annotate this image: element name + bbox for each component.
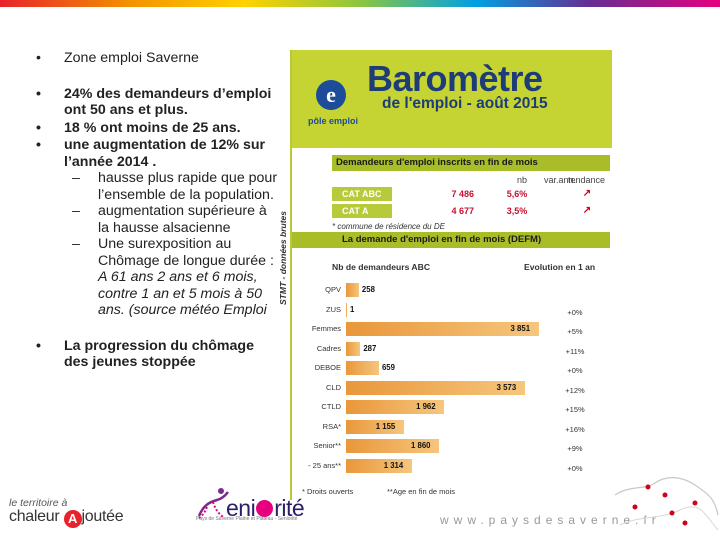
chart-bar	[346, 303, 347, 317]
pole-emploi-logo-text: pôle emploi	[308, 116, 359, 126]
rainbow-bar	[0, 0, 720, 7]
col-nb: nb	[517, 175, 528, 185]
brand-line1: le territoire à	[9, 497, 68, 509]
cat-var: 5,6%	[506, 189, 528, 199]
chart-value-label: 1 962	[416, 402, 436, 411]
barometre-panel	[278, 50, 610, 500]
chart-category-label: QPV	[325, 285, 341, 294]
chart-value-label: 1 155	[375, 421, 396, 431]
trend-up-icon: ↗	[582, 188, 592, 199]
chart-bar	[346, 361, 379, 375]
chart-value-label: 659	[381, 363, 395, 372]
chart-evolution-label: +16%	[565, 424, 585, 434]
chart-category-label: CLD	[325, 382, 341, 392]
chart-value-label: 1	[350, 304, 355, 314]
chart-evolution-label: +0%	[567, 463, 583, 473]
bullet-jeunes: • La progression du chômage des jeunes stoppée	[36, 337, 254, 370]
cat-var: 3,5%	[506, 206, 528, 216]
chart-category-label: DEBOE	[314, 363, 341, 372]
chart-value-label: 1 860	[411, 441, 431, 450]
col-var: var.ann.	[544, 175, 577, 185]
sub-bullet-text: Une surexposition au Chômage de longue durée :	[98, 236, 274, 269]
chart-evolution-label: +0%	[567, 366, 583, 375]
pole-emploi-logo: e	[316, 80, 346, 110]
chart-category-label: Senior**	[313, 441, 341, 450]
chart-value-label: 287	[363, 343, 377, 353]
cat-name: CAT ABC	[332, 187, 392, 201]
defm-bar-chart	[292, 278, 612, 500]
seniorite-tagline: Pays de Saverne Plaine et Plateau - Seniorité	[196, 516, 298, 522]
chart-evolution-label: +0%	[567, 307, 583, 317]
chart-category-label: - 25 ans**	[308, 460, 341, 470]
nb-demandeurs-label: Nb de demandeurs ABC	[332, 262, 431, 272]
bullet-text: La progression du chômage des jeunes stoppée	[64, 337, 254, 370]
brand-a-icon: A	[64, 510, 82, 528]
sub-bullet-text: augmentation supérieure à la hausse alsacienne	[98, 203, 267, 236]
chart-value-label: 3 851	[510, 324, 531, 333]
chart-value-label: 258	[361, 285, 375, 294]
section-defm: La demande d'emploi en fin de mois (DEFM)	[292, 232, 610, 248]
sub-bullet-alsace: – augmentation supérieure à la hausse alsacienne	[72, 203, 267, 236]
barometre-header	[292, 50, 612, 148]
chart-category-label: CTLD	[321, 402, 341, 411]
bullet-augmentation: • une augmentation de 12% sur l’année 2014 .	[36, 137, 266, 170]
sub-bullet-italic: A 61 ans 2 ans et 6 mois, contre 1 an et 5 mois à 50 ans.	[98, 269, 263, 318]
chart-category-label: RSA*	[322, 421, 341, 431]
bullet-text: Zone emploi Saverne	[64, 50, 199, 66]
chart-category-label: Femmes	[311, 324, 341, 333]
chart-evolution-label: +5%	[567, 327, 583, 336]
chart-bar	[346, 342, 360, 356]
trend-up-icon: ↗	[582, 205, 592, 216]
sub-bullet-hausse: – hausse plus rapide que pour l’ensemble de la population.	[72, 170, 278, 203]
section-inscrits: Demandeurs d'emploi inscrits en fin de mois	[332, 155, 610, 171]
cat-name: CAT A	[332, 204, 392, 218]
bullet-text: 18 % ont moins de 25 ans.	[64, 119, 241, 136]
barometre-subtitle: de l'emploi - août 2015	[382, 95, 548, 112]
bullet-list	[28, 50, 278, 371]
bullet-50ans: • 24% des demandeurs d’emploi ont 50 ans et plus.	[36, 85, 272, 118]
chart-evolution-label: +11%	[565, 346, 585, 356]
seniorite-o-icon	[256, 500, 273, 517]
cat-nb: 4 677	[451, 206, 474, 216]
sub-bullet-chomage: – Une surexposition au Chômage de longue durée : A 61 ans 2 ans et 6 mois, contre 1 an et 5 mois à 50 ans. (source météo Emploi	[72, 236, 274, 318]
chart-category-label: ZUS	[326, 304, 341, 314]
website-url: www.paysdesaverne.fr	[440, 513, 661, 527]
chart-evolution-label: +15%	[565, 405, 585, 414]
chart-category-label: Cadres	[316, 343, 341, 353]
commune-note: * commune de résidence du DE	[332, 222, 445, 231]
chart-evolution-label: +12%	[565, 385, 585, 395]
territory-map-icon	[610, 455, 720, 540]
barometre-title: Baromètre	[367, 58, 543, 99]
chart-bar	[346, 283, 359, 297]
bullet-text: 24% des demandeurs d’emploi ont 50 ans et plus.	[64, 85, 272, 118]
sub-bullet-source: (source météo Emploi	[128, 302, 267, 318]
sub-bullet-text: hausse plus rapide que pour l’ensemble de la population.	[98, 170, 278, 203]
cat-nb: 7 486	[451, 189, 474, 199]
vertical-source-label: STMT - données brutes	[278, 211, 288, 305]
brand-logo: chaleur A joutée	[9, 508, 124, 526]
table-row	[332, 187, 610, 201]
bullet-zone: • Zone emploi Saverne	[36, 50, 199, 66]
seniorite-logo: eni rité	[226, 495, 305, 521]
chart-value-label: 1 314	[383, 460, 404, 470]
bullet-text: une augmentation de 12% sur l’année 2014 .	[64, 137, 266, 170]
chart-evolution-label: +9%	[567, 444, 583, 453]
footnote-age: **Age en fin de mois	[387, 487, 455, 496]
bullet-25ans: • 18 % ont moins de 25 ans.	[36, 119, 241, 136]
chart-value-label: 3 573	[496, 382, 517, 392]
col-tendance: tendance	[568, 175, 606, 185]
evolution-label: Evolution en 1 an	[524, 262, 596, 272]
table-row	[332, 204, 610, 218]
footnote-droits: * Droits ouverts	[302, 487, 354, 496]
